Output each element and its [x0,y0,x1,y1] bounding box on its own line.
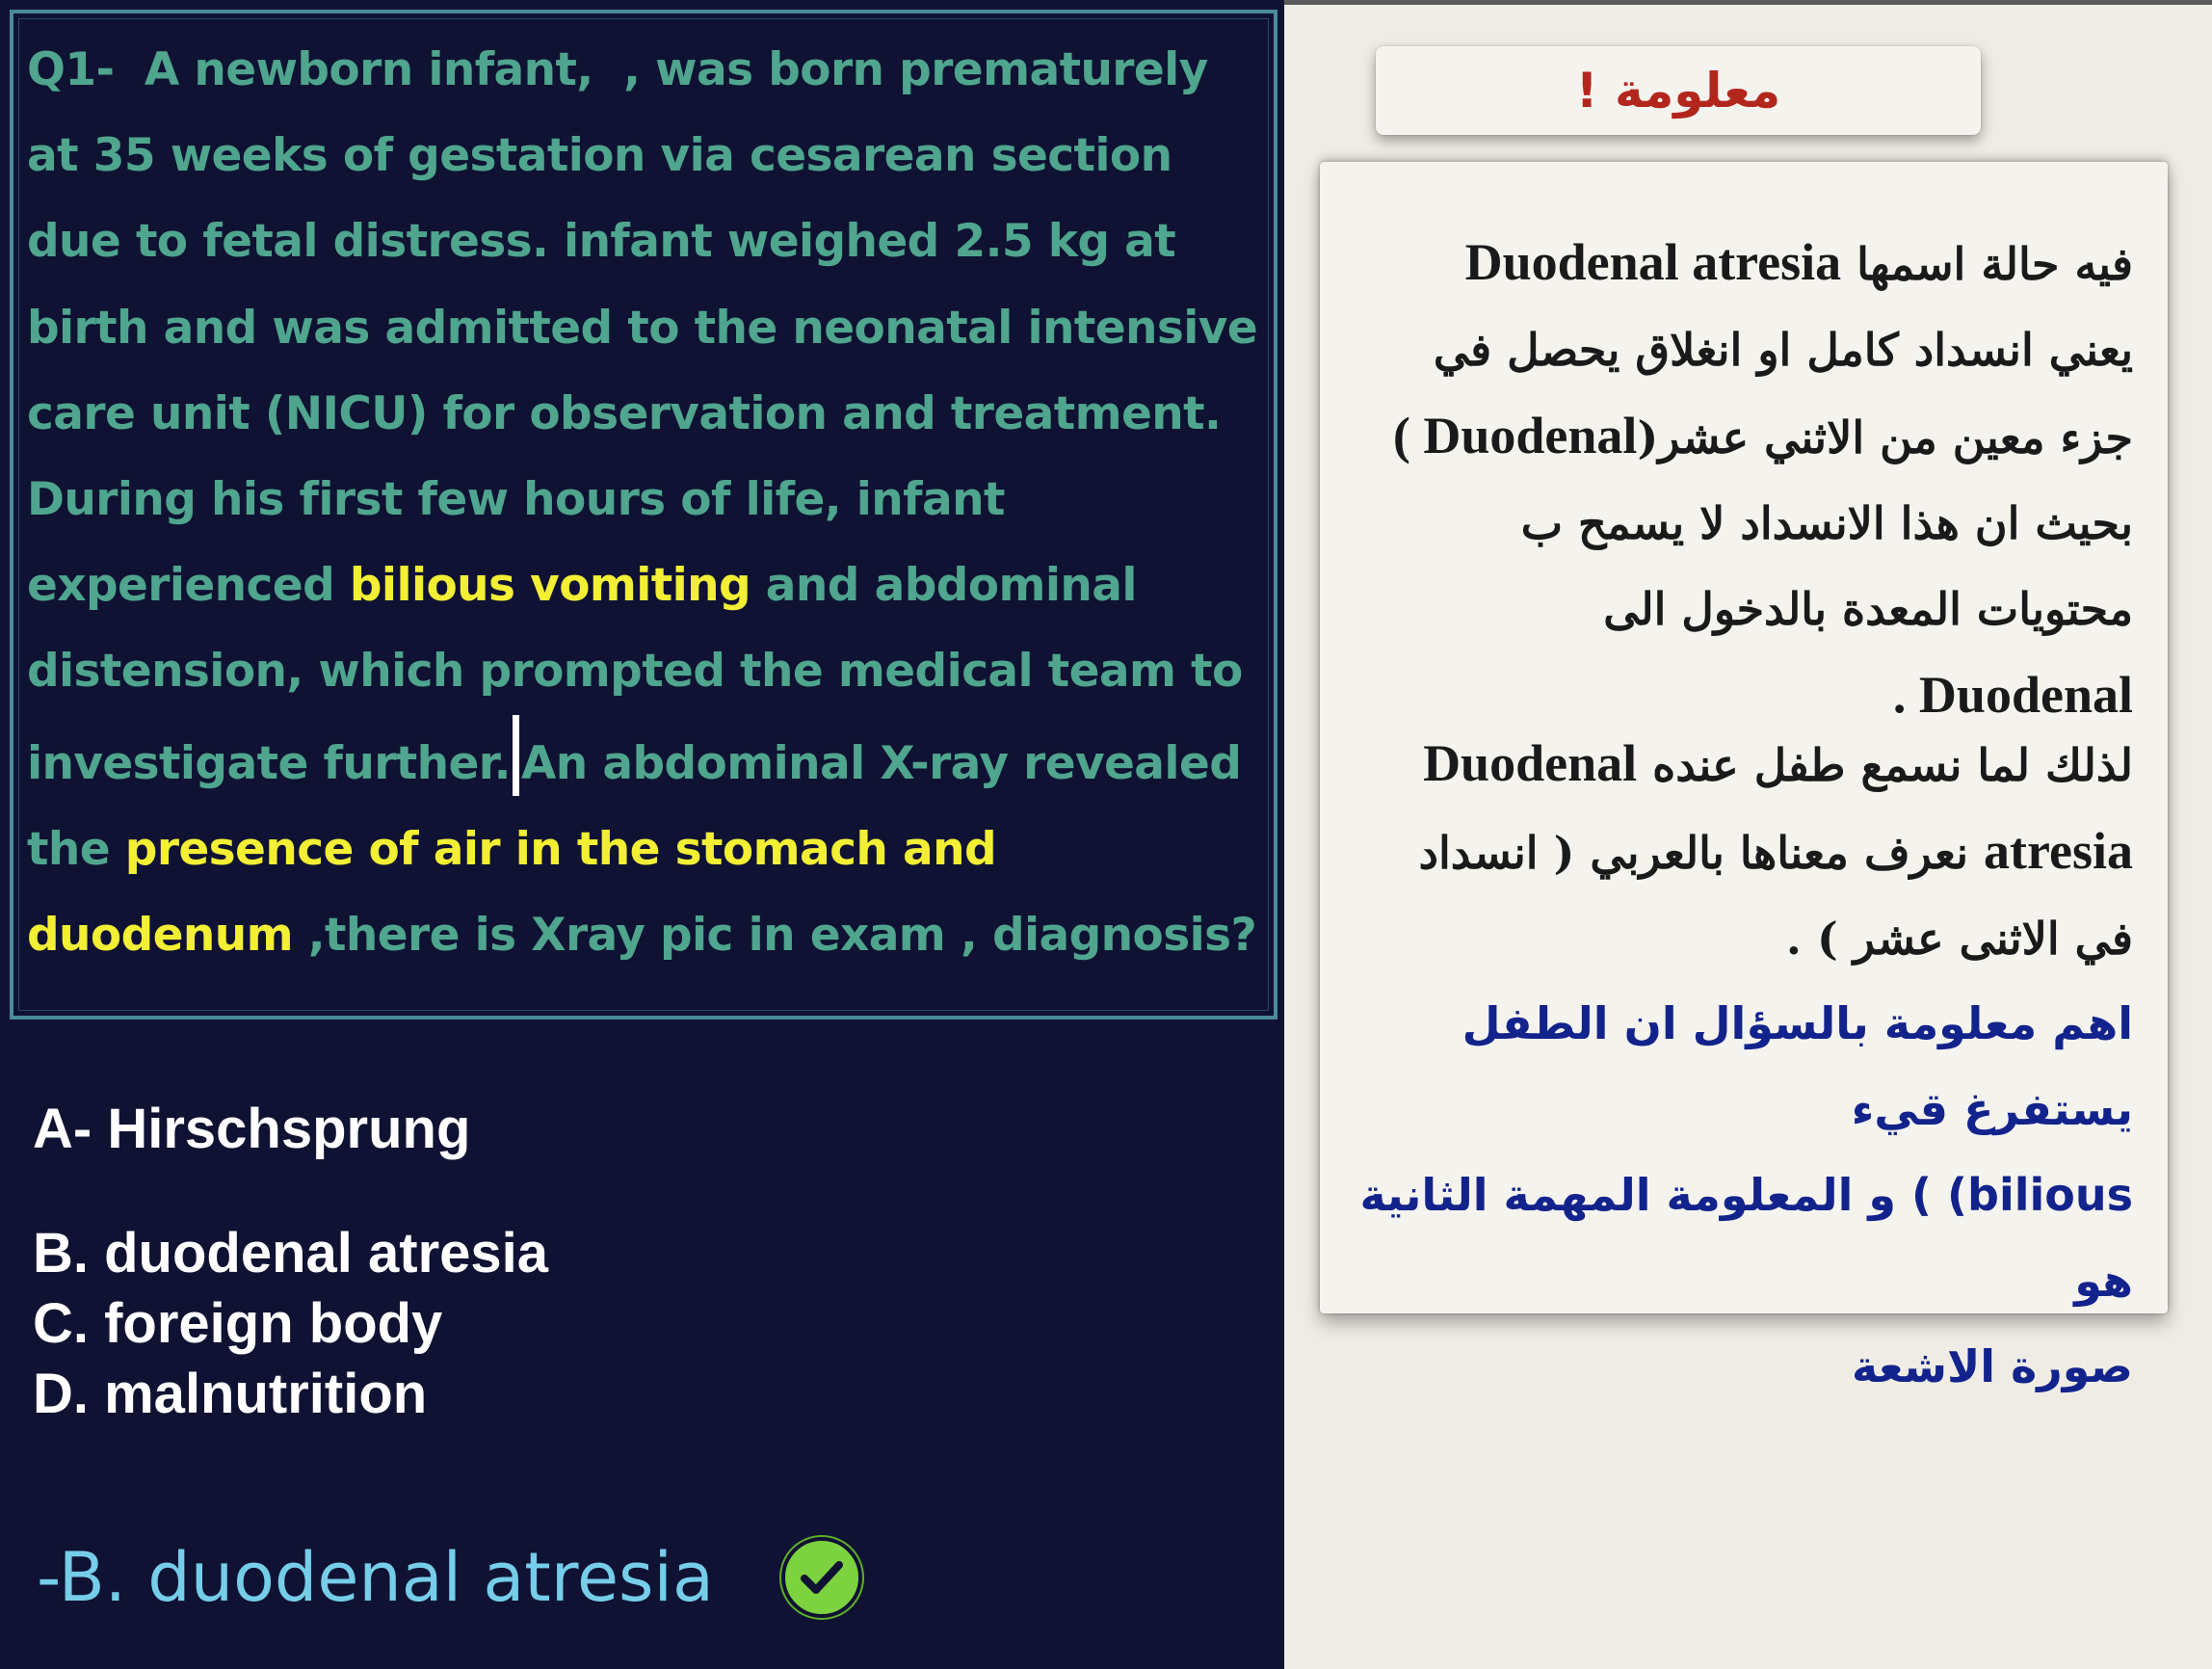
note-card [1320,162,2168,1392]
text-cursor [513,715,519,796]
note-term: atresia [1984,822,2133,880]
note-paragraph-1 [1393,220,2133,740]
highlight-duodenum: duodenum [27,909,294,963]
note-term: (bilious [1947,1169,2133,1221]
note-text: نعرف معناها بالعربي ( انسداد [1418,827,1985,879]
checkmark-glyph [800,1558,844,1597]
question-line: ,there is Xray pic in exam , diagnosis? [293,909,1257,963]
note-title-tab [1376,46,1981,135]
question-line: care unit (NICU) for observation and treatment. [27,386,1222,440]
question-line: experienced [27,559,350,613]
option-b[interactable]: B. duodenal atresia [33,1222,549,1285]
question-line: investigate further. [27,736,511,790]
note-paragraph-2 [1419,721,2133,982]
question-text [27,27,1279,978]
answer-text: -B. duodenal atresia [37,1538,714,1617]
note-term: Duodenal atresia [1464,233,1842,291]
highlight-bilious-vomiting: bilious vomiting [349,559,751,613]
question-line: birth and was admitted to the neonatal intensive [27,301,1258,355]
correct-answer [37,1537,862,1618]
question-line: the [27,822,125,876]
highlight-air-stomach: presence of air in the stomach and [124,822,996,876]
question-line: due to fetal distress. infant weighed 2.5 kg at [27,215,1176,269]
note-text: محتويات المعدة بالدخول الى [1603,583,2133,635]
note-title: معلومة ! [1575,63,1781,119]
note-text: صورة الاشعة [1851,1340,2133,1392]
question-line: at 35 weeks of gestation via cesarean section [27,129,1172,183]
note-text: لذلك لما نسمع طفل عنده [1637,739,2133,791]
note-text: . [1892,666,1919,724]
question-line: Q1- A newborn infant, , was born prematurely [27,43,1208,96]
note-text: جزء معين من الاثني عشر( [1637,411,2133,464]
question-line: An abdominal X-ray revealed [520,736,1242,790]
note-text: يعني انسداد كامل او انغلاق يحصل في [1433,324,2133,376]
note-term: Duodenal [1918,666,2133,724]
top-edge-line [1284,0,2212,5]
option-c[interactable]: C. foreign body [33,1292,443,1355]
check-circle-icon [781,1537,862,1618]
note-paragraph-3 [1320,981,2133,1410]
question-line: distension, which prompted the medical team to [27,645,1243,699]
note-text: بحيث ان هذا الانسداد لا يسمح ب [1520,497,2133,549]
note-text: في الاثنى عشر ) . [1785,913,2133,965]
note-text: فيه حالة اسمها [1841,238,2133,290]
note-text: اهم معلومة بالسؤال ان الطفل يستفرغ قيء [1462,997,2133,1135]
note-term: Duodenal [1423,734,1638,792]
note-text: ) [1392,407,1424,464]
question-line: and abdominal [750,559,1137,613]
option-d[interactable]: D. malnutrition [33,1363,428,1425]
option-a[interactable]: A- Hirschsprung [33,1098,471,1160]
note-text: ) و المعلومة المهمة الثانية هو [1359,1169,2133,1307]
question-line: During his first few hours of life, infant [27,473,1005,527]
note-term: Duodenal [1423,407,1638,464]
